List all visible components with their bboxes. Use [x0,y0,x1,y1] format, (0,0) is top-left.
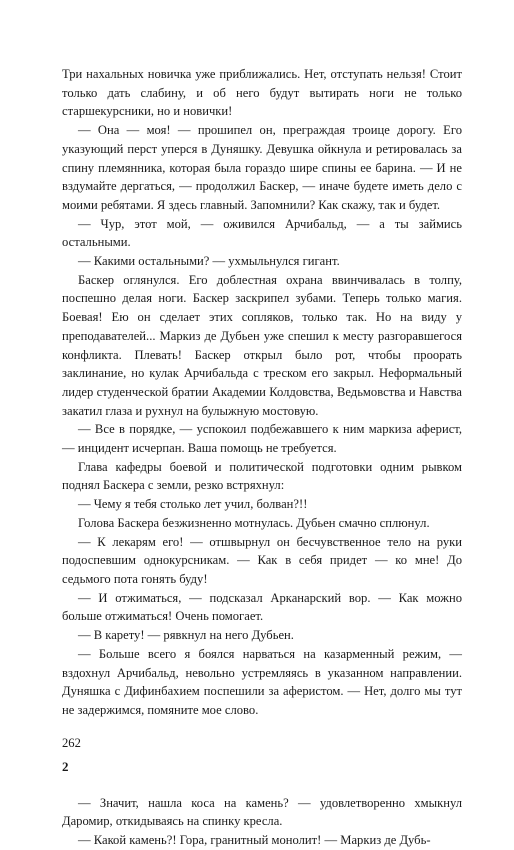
paragraph: — Значит, нашла коса на камень? — удовлетворенно хмыкнул Даромир, откидываясь на спинку кресла. [62,795,462,829]
paragraph: Глава кафедры боевой и политической подготовки одним рывком поднял Баскера с земли, резко встряхнул: [62,459,462,493]
page-number: 262 [62,736,81,750]
paragraph: — И отжиматься, — подсказал Арканарский вор. — Как можно больше отжиматься! Очень помогает. [62,590,462,624]
chapter-number: 2 [62,758,69,774]
paragraph: — Чему я тебя столько лет учил, болван?!! [78,497,308,512]
page-text [62,65,462,850]
paragraph: — Какой камень?! Гора, гранитный монолит! — Маркиз де Дубь- [78,833,431,848]
paragraph: — Чур, этот мой, — оживился Арчибальд, — а ты займись остальными. [62,216,462,250]
paragraph: Три нахальных новичка уже приближались. Нет, отступать нельзя! Стоит только дать слабину, и об него будут вытирать ноги не только старшекурсники, но и новички! [62,67,462,119]
paragraph: — Какими остальными? — ухмыльнулся гигант. [78,254,340,269]
paragraph: — Она — моя! — прошипел он, преграждая троице дорогу. Его указующий перст уперся в Дуняшку. Девушка ойкнула и ретировалась за спину племянника, которая была гораздо шире спины ее барина. — И не вздумайте дергаться, — продолжил Баскер, — иначе будете иметь дело с моими ребятами. Я здесь главный. Запомнили? Как скажу, так и будет. [62,123,462,212]
paragraph: — Все в порядке, — успокоил подбежавшего к ним маркиза аферист, — инцидент исчерпан. Ваша помощь не требуется. [62,422,462,456]
paragraph: Баскер оглянулся. Его доблестная охрана ввинчивалась в толпу, поспешно делая ноги. Баскер заскрипел зубами. Теперь только магия. Боевая! Ею он сделает этих сопляков, только так. Но на виду у преподавателей... Маркиз де Дубьен уже спешил к месту разгоравшегося конфликта. Плевать! Баскер открыл было рот, чтобы проорать заклинание, но кулак Арчибальда с треском его закрыл. Неформальный лидер студенческой братии Академии Колдовства, Ведьмовства и Навства закатил глаза и рухнул на булыжную мостовую. [62,272,462,418]
paragraph: — В карету! — рявкнул на него Дубьен. [78,628,294,643]
paragraph: — Больше всего я боялся нарваться на казарменный режим, — вздохнул Арчибальд, невольно устремляясь в указанном направлении. Дуняшка с Дифинбахием поспешили за аферистом. — Нет, долго мы тут не задержимся, помяните мое слово. [62,646,462,717]
paragraph: — К лекарям его! — отшвырнул он бесчувственное тело на руки подоспевшим однокурсникам. — Как в себя придет — ко мне! До седьмого пота гонять буду! [62,534,462,586]
paragraph: Голова Баскера безжизненно мотнулась. Дубьен смачно сплюнул. [78,515,430,530]
